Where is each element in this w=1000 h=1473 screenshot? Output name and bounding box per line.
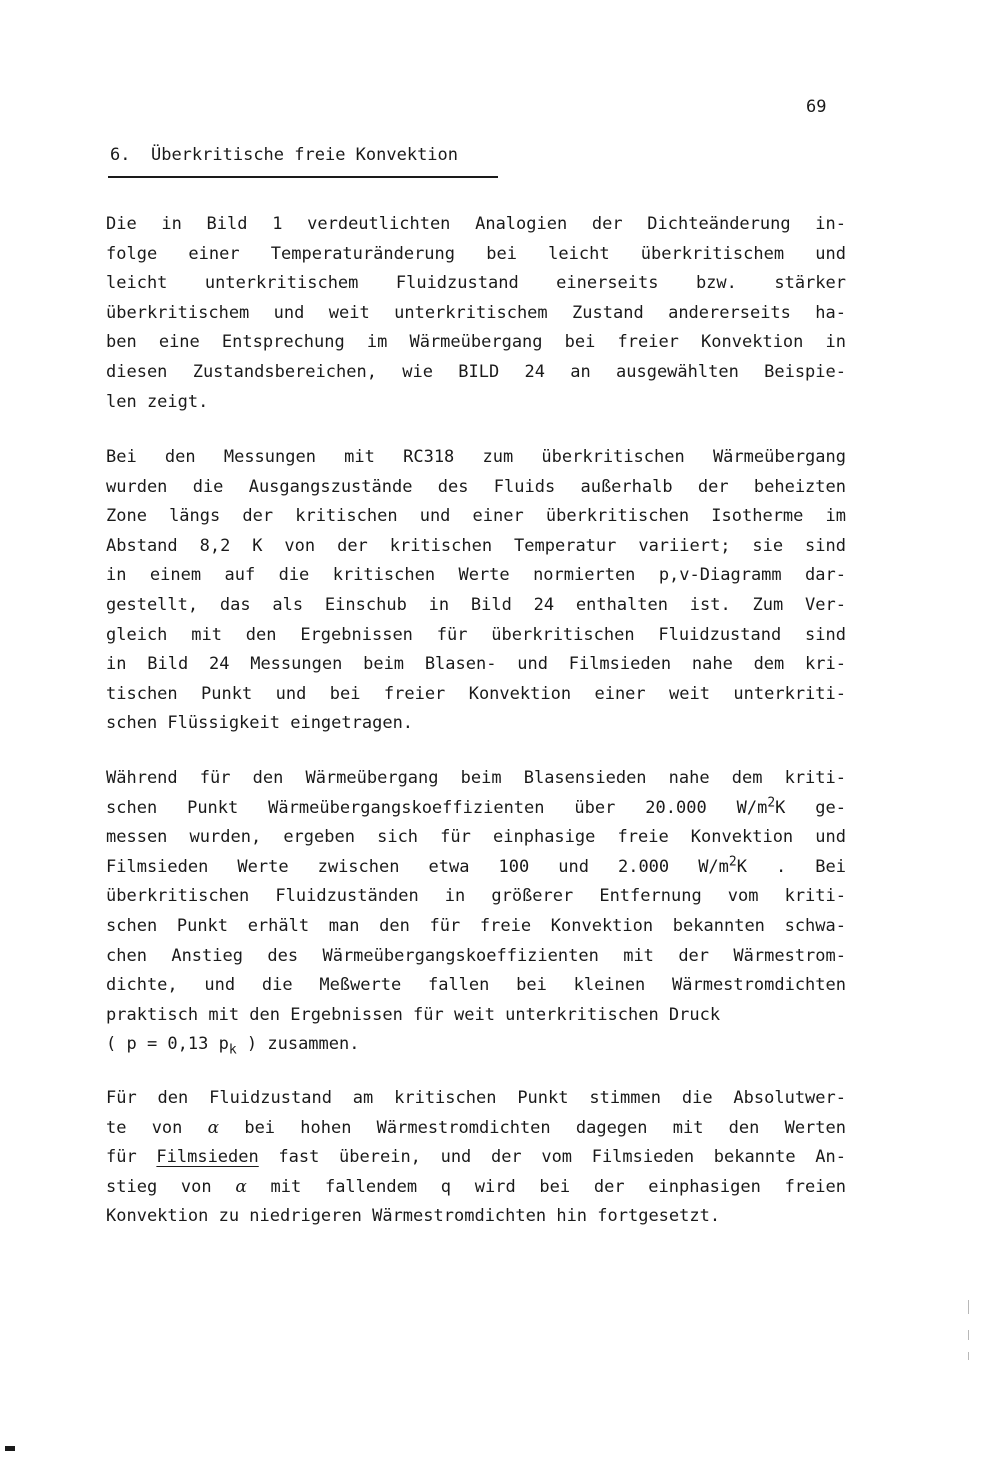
text-fragment: mit fallendem q wird bei der einphasigen freien xyxy=(246,1176,846,1197)
text-line: in einem auf die kritischen Werte normierten p,v-Diagramm dar- xyxy=(106,565,846,586)
text-fragment: für xyxy=(106,1147,157,1168)
scan-speck xyxy=(968,1300,969,1314)
paragraph-2 xyxy=(106,443,846,739)
paragraph-3 xyxy=(106,764,846,1060)
text-fragment: K . Bei xyxy=(736,856,846,877)
text-line: wurden die Ausgangszustände des Fluids außerhalb der beheizten xyxy=(106,476,846,497)
text-fragment: ) zusammen. xyxy=(236,1034,360,1055)
text-line: schen Punkt erhält man den für freie Konvektion bekannten schwa- xyxy=(106,915,846,936)
text-line: Abstand 8,2 K von der kritischen Temperatur variiert; sie sind xyxy=(106,535,846,556)
text-line: ben eine Entsprechung im Wärmeübergang bei freier Konvektion in xyxy=(106,332,846,353)
text-line: Die in Bild 1 verdeutlichten Analogien der Dichteänderung in- xyxy=(106,214,846,234)
text-line: in Bild 24 Messungen beim Blasen- und Filmsieden nahe dem kri- xyxy=(106,654,846,675)
paragraph-4 xyxy=(106,1084,846,1232)
text-line xyxy=(106,1114,846,1144)
text-fragment: Filmsieden Werte zwischen etwa 100 und 2.000 W/m xyxy=(106,856,729,877)
text-line: Konvektion zu niedrigeren Wärmestromdichten hin fortgesetzt. xyxy=(106,1206,721,1227)
margin-mark xyxy=(5,1446,15,1451)
text-line: diesen Zustandsbereichen, wie BILD 24 an ausgewählten Beispie- xyxy=(106,361,846,382)
text-line xyxy=(106,794,846,824)
page-number: 69 xyxy=(806,97,827,117)
section-heading xyxy=(110,145,458,165)
section-number: 6. xyxy=(110,145,131,165)
text-line: überkritischem und weit unterkritischem Zustand andererseits ha- xyxy=(106,302,846,323)
text-fragment: K ge- xyxy=(775,797,846,818)
text-line xyxy=(106,1030,846,1060)
subscript: k xyxy=(228,1042,237,1058)
text-line xyxy=(106,1173,846,1203)
text-line: Für den Fluidzustand am kritischen Punkt stimmen die Absolutwer- xyxy=(106,1088,846,1108)
text-line: überkritischen Fluidzuständen in größerer Entfernung vom kriti- xyxy=(106,886,846,907)
text-fragment: bei hohen Wärmestromdichten dagegen mit den Werten xyxy=(219,1117,846,1138)
text-fragment: stieg von xyxy=(106,1176,236,1197)
text-line: schen Flüssigkeit eingetragen. xyxy=(106,713,414,734)
scan-speck xyxy=(968,1330,969,1340)
text-line: gleich mit den Ergebnissen für überkritischen Fluidzustand sind xyxy=(106,624,846,645)
heading-underline xyxy=(108,176,498,178)
section-title: Überkritische freie Konvektion xyxy=(150,145,459,165)
superscript: 2 xyxy=(767,794,776,810)
text-line: chen Anstieg des Wärmeübergangskoeffizienten mit der Wärmestrom- xyxy=(106,945,846,966)
paragraph-1 xyxy=(106,210,846,417)
text-fragment: fast überein, und der vom Filmsieden bekannte An- xyxy=(258,1147,846,1168)
text-line: leicht unterkritischem Fluidzustand einerseits bzw. stärker xyxy=(106,273,846,294)
alpha-symbol: α xyxy=(207,1117,220,1138)
text-line: len zeigt. xyxy=(106,391,209,412)
superscript: 2 xyxy=(728,854,737,870)
text-line: dichte, und die Meßwerte fallen bei kleinen Wärmestromdichten xyxy=(106,975,846,996)
text-line: tischen Punkt und bei freier Konvektion einer weit unterkriti- xyxy=(106,683,846,704)
text-line: Während für den Wärmeübergang beim Blasensieden nahe dem kriti- xyxy=(106,768,846,788)
text-line: messen wurden, ergeben sich für einphasige freie Konvektion und xyxy=(106,827,846,848)
text-line: praktisch mit den Ergebnissen für weit unterkritischen Druck xyxy=(106,1004,721,1025)
alpha-symbol: α xyxy=(235,1176,247,1197)
text-line: Zone längs der kritischen und einer überkritischen Isotherme im xyxy=(106,506,846,527)
text-fragment: te von xyxy=(106,1117,208,1138)
underlined-term: Filmsieden xyxy=(156,1147,259,1168)
text-fragment: schen Punkt Wärmeübergangskoeffizienten über 20.000 W/m xyxy=(106,797,768,818)
scan-speck xyxy=(968,1352,969,1360)
text-line: folge einer Temperaturänderung bei leicht überkritischem und xyxy=(106,243,846,264)
text-line: gestellt, das als Einschub in Bild 24 enthalten ist. Zum Ver- xyxy=(106,594,846,615)
text-line: Bei den Messungen mit RC318 zum überkritischen Wärmeübergang xyxy=(106,447,846,467)
text-line xyxy=(106,853,846,883)
text-line xyxy=(106,1143,846,1173)
text-fragment: ( p = 0,13 p xyxy=(106,1034,229,1055)
